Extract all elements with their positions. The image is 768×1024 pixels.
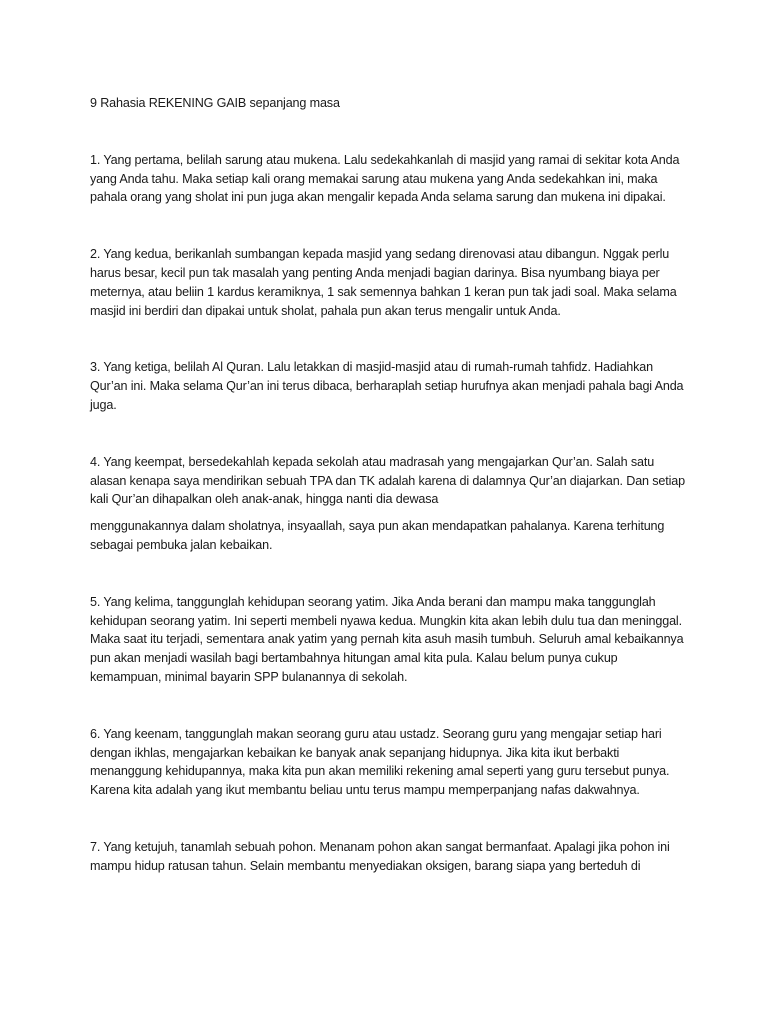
paragraph-7: 7. Yang ketujuh, tanamlah sebuah pohon. Menanam pohon akan sangat bermanfaat. Apalagi jika pohon ini mampu hidup ratusan tahun. Selain membantu menyediakan oksigen, barang siapa yang berteduh di: [90, 839, 670, 873]
document-title: 9 Rahasia REKENING GAIB sepanjang masa: [90, 96, 340, 110]
paragraph-2: 2. Yang kedua, berikanlah sumbangan kepada masjid yang sedang direnovasi atau dibangun. Nggak perlu harus besar, kecil pun tak masalah yang penting Anda menjadi bagian darinya. Bisa nyumbang biaya per meternya, atau beliin 1 kardus keramiknya, 1 sak semennya bahkan 1 keran pun tak jadi soal. Maka selama masjid ini berdiri dan dipakai untuk sholat, pahala pun akan terus mengalir untuk Anda.: [90, 247, 677, 318]
document-body: [90, 94, 690, 914]
paragraph-4: 4. Yang keempat, bersedekahlah kepada sekolah atau madrasah yang mengajarkan Qur’an. Salah satu alasan kenapa saya mendirikan sebuah TPA dan TK adalah karena di dalamnya Qur’an diajarkan. Dan setiap kali Qur’an dihapalkan oleh anak-anak, hingga nanti dia dewasa: [90, 454, 685, 507]
paragraph-6: 6. Yang keenam, tanggunglah makan seorang guru atau ustadz. Seorang guru yang mengajar setiap hari dengan ikhlas, mengajarkan kebaikan ke banyak anak sepanjang hidupnya. Jika kita ikut berbakti menanggung kehidupannya, maka kita pun akan memiliki rekening amal seperti yang guru tersebut punya. Karena kita adalah yang ikut membantu beliau untu terus mampu memperpanjang nafas dakwahnya.: [90, 726, 670, 798]
paragraph-5: 5. Yang kelima, tanggunglah kehidupan seorang yatim. Jika Anda berani dan mampu maka tanggunglah kehidupan seorang yatim. Ini seperti membeli nyawa kedua. Mungkin kita akan lebih dulu tua dan meninggal. Maka saat itu terjadi, sementara anak yatim yang pernah kita asuh masih tumbuh. Seluruh amal kebaikannya pun akan menjadi wasilah bagi bertambahnya hitungan amal kita pula. Kalau belum punya cukup kemampuan, minimal bayarin SPP bulanannya di sekolah.: [90, 594, 684, 684]
paragraph-3: 3. Yang ketiga, belilah Al Quran. Lalu letakkan di masjid-masjid atau di rumah-rumah tahfidz. Hadiahkan Qur’an ini. Maka selama Qur’an ini terus dibaca, berharaplah setiap hurufnya akan menjadi pahala bagi Anda juga.: [90, 360, 684, 412]
paragraph-4-continued: menggunakannya dalam sholatnya, insyaallah, saya pun akan mendapatkan pahalanya. Karena terhitung sebagai pembuka jalan kebaikan.: [90, 519, 665, 552]
paragraph-1: 1. Yang pertama, belilah sarung atau mukena. Lalu sedekahkanlah di masjid yang ramai di sekitar kota Anda yang Anda tahu. Maka setiap kali orang memakai sarung atau mukena yang Anda sedekahkan ini, maka pahala orang yang sholat ini pun juga akan mengalir kepada Anda selama sarung dan mukena ini dipakai.: [90, 152, 680, 205]
